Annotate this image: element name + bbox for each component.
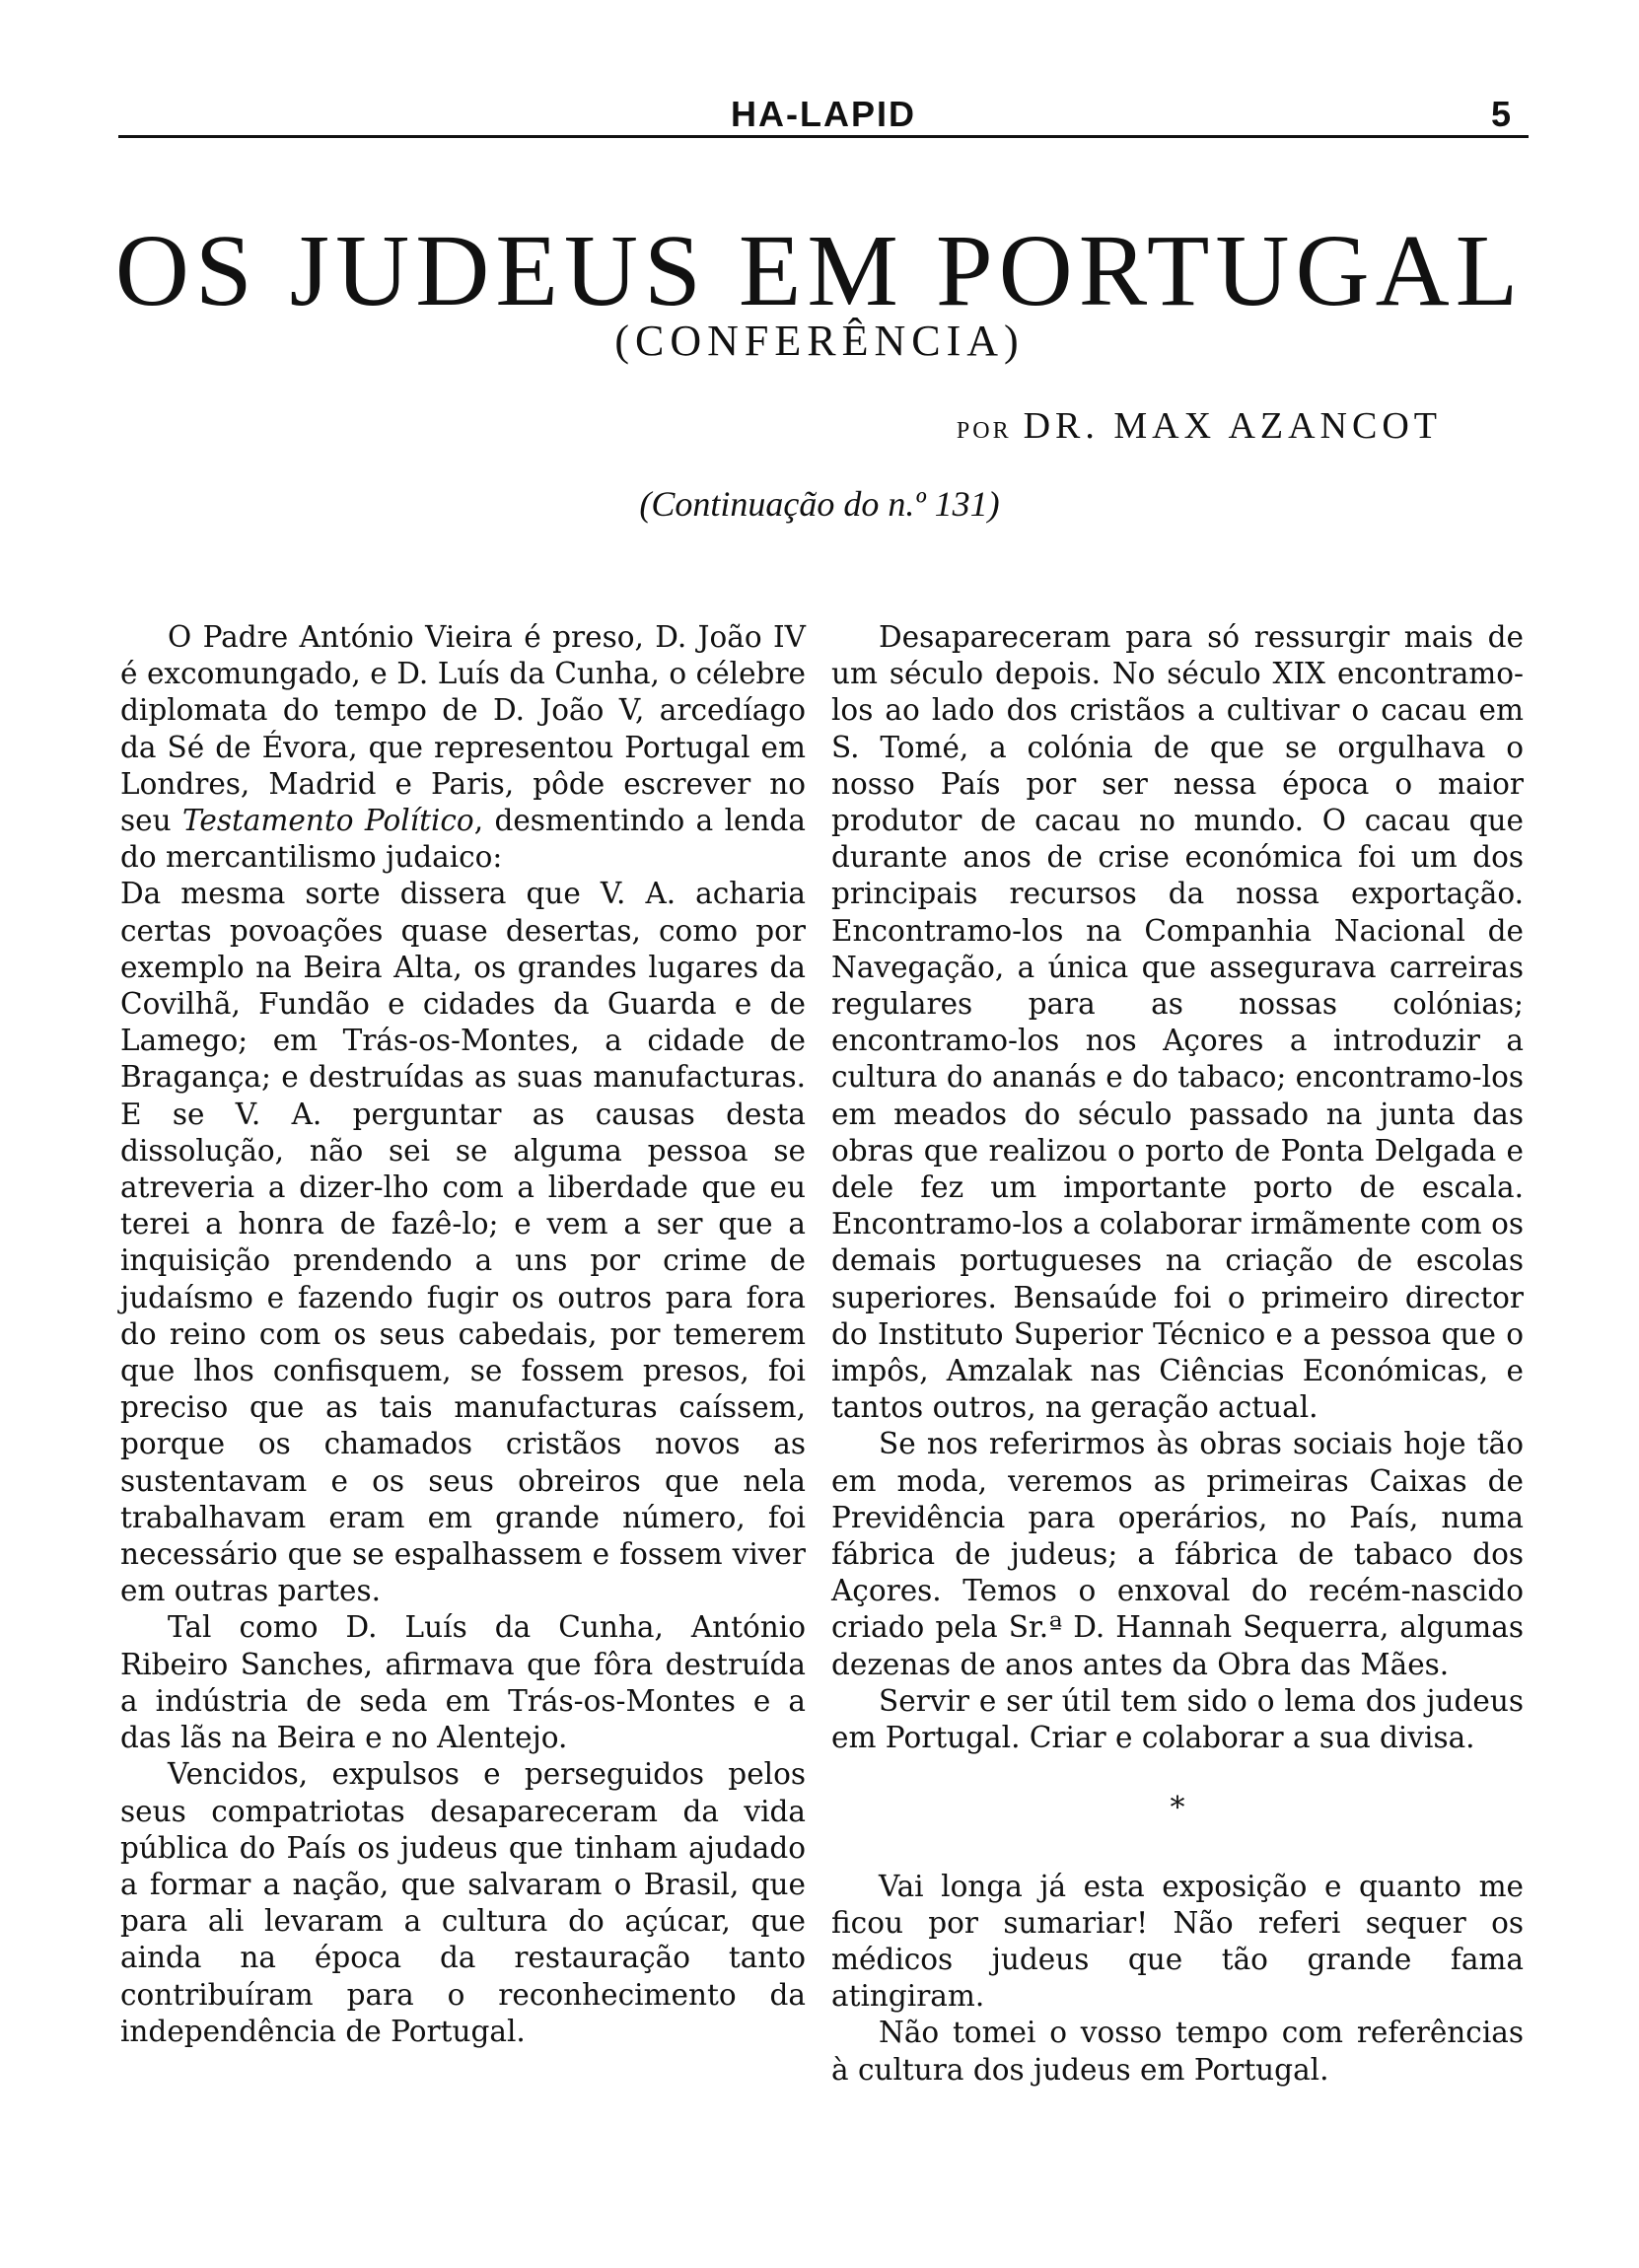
paragraph: Servir e ser útil tem sido o lema dos judeus em Portugal. Criar e colaborar a sua divisa.: [831, 1683, 1524, 1755]
paragraph: Vai longa já esta exposição e quanto me ficou por sumariar! Não referi sequer os médicos judeus que tão grande fama atingiram.: [831, 1869, 1524, 2014]
paragraph: Não tomei o vosso tempo com referências à cultura dos judeus em Portugal.: [831, 2016, 1524, 2087]
right-column: [831, 619, 1524, 2089]
page-header: [118, 94, 1529, 138]
article-title: OS JUDEUS EM PORTUGAL: [114, 214, 1525, 327]
byline: [957, 404, 1442, 448]
left-column: [120, 619, 806, 2050]
continuation-note: (Continuação do n.º 131): [639, 484, 1000, 524]
article-subtitle: (CONFERÊNCIA): [614, 317, 1025, 365]
paragraph: [120, 619, 806, 876]
paragraph-text: O Padre António Vieira é preso, D. João IV é excomungado, e D. Luís da Cunha, o célebre diplomata do tempo de D. João V, arcedíago da Sé de Évora, que representou Portugal em Londres, Madrid e Paris, pôde escrever no seu: [120, 620, 806, 838]
paragraph: Tal como D. Luís da Cunha, António Ribeiro Sanches, afirmava que fôra destruída a indústria de seda em Trás-os-Montes e a das lãs na Beira e no Alentejo.: [120, 1610, 806, 1755]
block-quote: Da mesma sorte dissera que V. A. acharia certas povoações quase desertas, como por exemplo na Beira Alta, os grandes lugares da Covilhã, Fundão e cidades da Guarda e de Lamego; em Trás-os-Montes, a cidade de Bragança; e destruídas as suas manufacturas. E se V. A. perguntar as causas desta dissolução, não sei se alguma pessoa se atreveria a dizer-lho com a liberdade que eu terei a honra de fazê-lo; e vem a ser que a inquisição prendendo a uns por crime de judaísmo e fazendo fugir os outros para fora do reino com os seus cabedais, por temerem que lhos confisquem, se fossem presos, foi preciso que as tais manufacturas caíssem, porque os chamados cristãos novos as sustentavam e os seus obreiros que nela trabalhavam eram em grande número, foi necessário que se espalhassem e fossem viver em outras partes.: [120, 877, 806, 1608]
section-separator: *: [1170, 1791, 1185, 1826]
page-number: 5: [1490, 94, 1511, 134]
running-title: HA-LAPID: [731, 94, 916, 134]
paragraph: Desapareceram para só ressurgir mais de um século depois. No século XIX encontramo-los ao lado dos cristãos a cultivar o cacau em S. Tomé, a colónia de que se orgulhava o nosso País por ser nessa época o maior produtor de cacau no mundo. O cacau que durante anos de crise económica foi um dos principais recursos da nossa exportação. Encontramo-los na Companhia Nacional de Navegação, a única que assegurava carreiras regulares para as nossas colónias; encontramo-los nos Açores a introduzir a cultura do ananás e do tabaco; encontramo-los em meados do século passado na junta das obras que realizou o porto de Ponta Delgada e dele fez um importante porto de escala. Encontramo-los a colaborar irmãmente com os demais portugueses na criação de escolas superiores. Bensaúde foi o primeiro director do Instituto Superior Técnico e a pessoa que o impôs, Amzalak nas Ciências Económicas, e tantos outros, na geração actual.: [831, 620, 1524, 1425]
paragraph-text: , desmentindo a lenda do mercantilismo judaico:: [120, 804, 806, 875]
paragraph: Se nos referirmos às obras sociais hoje tão em moda, veremos as primeiras Caixas de Previdência para operários, no País, numa fábrica de judeus; a fábrica de tabaco dos Açores. Temos o enxoval do recém-nascido criado pela Sr.ª D. Hannah Sequerra, algumas dezenas de anos antes da Obra das Mães.: [831, 1427, 1524, 1681]
paragraph: Vencidos, expulsos e perseguidos pelos seus compatriotas desapareceram da vida pública do País os judeus que tinham ajudado a formar a nação, que salvaram o Brasil, que para ali levaram a cultura do açúcar, que ainda na época da restauração tanto contribuíram para o reconhecimento da independência de Portugal.: [120, 1757, 806, 2048]
author-name: DR. MAX AZANCOT: [1023, 405, 1442, 447]
byline-prefix: POR: [956, 418, 1012, 444]
book-title: Testamento Político: [181, 804, 474, 838]
